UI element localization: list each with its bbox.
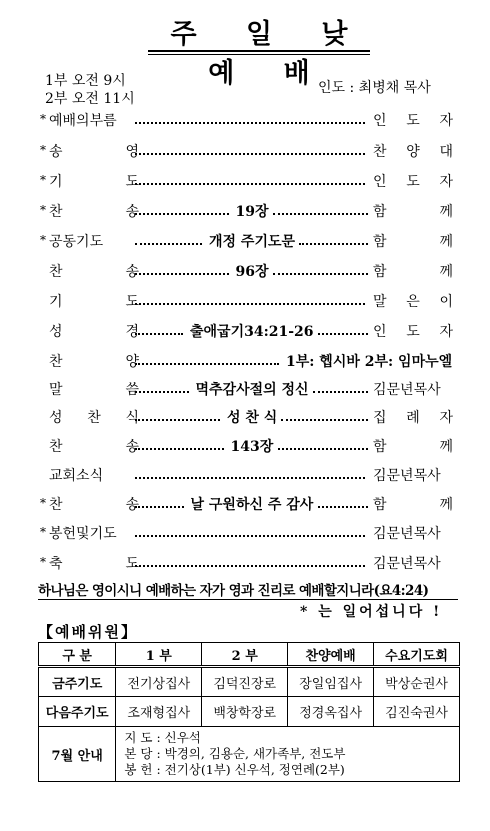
stand-marker: * <box>40 173 46 187</box>
title-underline-thin <box>148 54 370 55</box>
label-glyph: 대 <box>439 144 453 160</box>
order-row <box>40 201 452 221</box>
label-glyph: 자 <box>439 174 453 190</box>
order-row <box>40 523 452 543</box>
section-title: 【예배위원】 <box>38 623 138 641</box>
dot-leader <box>273 201 369 215</box>
order-row <box>40 436 452 456</box>
order-label <box>49 407 139 427</box>
order-responsible: 김문년목사 <box>373 556 441 572</box>
service-time-2: 2부 오전 11시 <box>45 91 135 107</box>
presider: 인도 : 최병채 목사 <box>318 80 431 96</box>
table-cell: 전기상집사 <box>116 667 202 697</box>
label-glyph: 성 <box>49 410 63 426</box>
label-glyph: 께 <box>439 234 453 250</box>
table-cell: 정경옥집사 <box>288 697 374 727</box>
table-cell: 조재형집사 <box>116 697 202 727</box>
label-glyph: 함 <box>373 204 387 220</box>
order-responsible <box>373 201 453 221</box>
order-content: 개정 주기도문 <box>209 234 296 250</box>
label-glyph: 인 <box>373 113 387 129</box>
label-glyph: 말 <box>373 294 387 310</box>
label-glyph: 송 <box>125 497 139 513</box>
dot-leader <box>135 465 365 479</box>
order-label <box>49 141 139 161</box>
dot-leader <box>273 261 369 275</box>
label-glyph: 자 <box>439 410 453 426</box>
order-responsible <box>373 171 453 191</box>
label-glyph: 자 <box>439 113 453 129</box>
order-row <box>40 407 452 427</box>
label-glyph: 찬 <box>49 497 63 513</box>
label-glyph: 송 <box>49 144 63 160</box>
label-glyph: 께 <box>439 439 453 455</box>
label-glyph: 찬 <box>49 204 63 220</box>
order-row <box>40 141 452 161</box>
label-glyph: 인 <box>373 174 387 190</box>
label-glyph: 함 <box>373 439 387 455</box>
notice-row <box>39 727 460 782</box>
stand-note: * 는 일어섭니다 ! <box>300 604 443 620</box>
label-glyph: 께 <box>439 264 453 280</box>
label-glyph: 식 <box>125 410 139 426</box>
label-glyph: 씀 <box>125 382 139 398</box>
order-label <box>49 351 139 371</box>
order-row <box>40 291 452 311</box>
scripture-verse: 하나님은 영이시니 예배하는 자가 영과 진리로 예배할지니라(요4:24) <box>38 583 429 599</box>
dot-leader <box>135 291 365 305</box>
label-glyph: 도 <box>406 113 420 129</box>
notice-line: 지 도 : 신우석 <box>124 730 201 745</box>
dot-leader <box>135 110 365 124</box>
order-row <box>40 110 452 130</box>
label-glyph: 찬 <box>49 439 63 455</box>
label-glyph: 께 <box>439 204 453 220</box>
label-glyph: 찬 <box>373 144 387 160</box>
dot-leader <box>135 201 229 215</box>
label-glyph: 도 <box>406 324 420 340</box>
table-cell: 장일임집사 <box>288 667 374 697</box>
label-glyph: 양 <box>125 354 139 370</box>
service-time-1: 1부 오전 9시 <box>45 73 126 89</box>
order-content: 출애굽기34:21-26 <box>190 324 314 340</box>
order-label <box>49 436 139 456</box>
dot-leader <box>135 261 229 275</box>
label-glyph: 께 <box>439 497 453 513</box>
order-content: 멱추감사절의 정신 <box>195 382 309 398</box>
order-row <box>40 171 452 191</box>
dot-leader <box>135 553 365 567</box>
dot-leader <box>135 321 183 335</box>
label-glyph: 송 <box>125 439 139 455</box>
dot-leader <box>135 231 202 245</box>
dot-leader <box>318 494 369 508</box>
column-header: 찬양예배 <box>288 643 374 667</box>
label-glyph: 함 <box>373 497 387 513</box>
table-row <box>39 697 460 727</box>
label-glyph: 양 <box>406 144 420 160</box>
table-row <box>39 667 460 697</box>
label-glyph: 경 <box>125 324 139 340</box>
label-glyph: 영 <box>125 144 139 160</box>
notice-content <box>116 727 460 782</box>
order-row <box>40 465 452 485</box>
column-header: 1 부 <box>116 643 202 667</box>
order-responsible <box>373 436 453 456</box>
order-content: 143장 <box>230 439 274 455</box>
stand-marker: * <box>40 555 46 569</box>
order-responsible <box>373 231 453 251</box>
stand-marker: * <box>40 143 46 157</box>
table-cell: 박상순권사 <box>374 667 460 697</box>
divider <box>38 599 458 600</box>
order-content: 96장 <box>235 264 269 280</box>
order-row <box>40 261 452 281</box>
dot-leader <box>299 231 368 245</box>
order-row <box>40 494 452 514</box>
label-glyph: 집 <box>373 410 387 426</box>
order-label <box>49 494 139 514</box>
order-label <box>49 553 139 573</box>
table-cell: 김진숙권사 <box>374 697 460 727</box>
dot-leader <box>278 436 369 450</box>
label-glyph: 이 <box>439 294 453 310</box>
table-cell: 김덕진장로 <box>202 667 288 697</box>
column-header: 수요기도회 <box>374 643 460 667</box>
label-glyph: 도 <box>125 174 139 190</box>
page-title: 주 일 낮 예 배 <box>170 19 368 89</box>
row-label: 금주기도 <box>39 667 116 697</box>
order-content: 19장 <box>235 204 269 220</box>
label-glyph: 도 <box>125 294 139 310</box>
label-glyph: 인 <box>373 324 387 340</box>
stand-marker: * <box>40 233 46 247</box>
stand-marker: * <box>40 112 46 126</box>
label-glyph: 함 <box>373 234 387 250</box>
order-responsible: 김문년목사 <box>373 526 441 542</box>
order-responsible: 김문년목사 <box>373 468 441 484</box>
label-glyph: 도 <box>125 556 139 572</box>
label-glyph: 은 <box>406 294 420 310</box>
notice-line: 봉 헌 : 전기상(1부) 신우석, 정연례(2부) <box>124 762 345 777</box>
order-content: 1부: 헵시바 2부: 임마누엘 <box>286 354 453 370</box>
order-label <box>49 201 139 221</box>
label-glyph: 송 <box>125 264 139 280</box>
column-header: 2 부 <box>202 643 288 667</box>
title-underline <box>148 50 370 52</box>
order-responsible <box>373 321 453 341</box>
dot-leader <box>135 141 365 155</box>
order-row <box>40 321 452 341</box>
dot-leader <box>135 436 224 450</box>
table-cell: 백창학장로 <box>202 697 288 727</box>
order-responsible <box>373 291 453 311</box>
label-glyph: 찬 <box>49 354 63 370</box>
order-row <box>40 553 452 573</box>
stand-marker: * <box>40 525 46 539</box>
order-content: 날 구원하신 주 감사 <box>190 497 314 513</box>
order-label: 공동기도 <box>49 234 104 250</box>
order-responsible <box>373 110 453 130</box>
order-label <box>49 261 139 281</box>
label-glyph: 례 <box>406 410 420 426</box>
stand-marker: * <box>40 496 46 510</box>
label-glyph: 기 <box>49 294 63 310</box>
order-content: 성 찬 식 <box>227 410 278 426</box>
order-responsible <box>373 494 453 514</box>
label-glyph: 기 <box>49 174 63 190</box>
row-label: 다음주기도 <box>39 697 116 727</box>
order-responsible: 김문년목사 <box>373 382 441 398</box>
order-row <box>40 231 452 251</box>
notice-label: 7월 안내 <box>39 727 116 782</box>
dot-leader <box>135 523 365 537</box>
label-glyph: 찬 <box>87 410 101 426</box>
label-glyph: 말 <box>49 382 63 398</box>
dot-leader <box>135 351 279 365</box>
dot-leader <box>281 407 368 421</box>
label-glyph: 자 <box>439 324 453 340</box>
order-responsible <box>373 407 453 427</box>
column-header: 구 분 <box>39 643 116 667</box>
dot-leader <box>313 379 369 393</box>
order-responsible <box>373 141 453 161</box>
dot-leader <box>318 321 368 335</box>
order-row <box>40 351 452 371</box>
order-label <box>49 379 139 399</box>
worship-staff-table <box>38 642 460 782</box>
dot-leader <box>135 494 184 508</box>
label-glyph: 찬 <box>49 264 63 280</box>
order-label: 봉헌및기도 <box>49 526 117 542</box>
order-label: 예배의부름 <box>49 113 117 129</box>
dot-leader <box>135 407 220 421</box>
order-label <box>49 171 139 191</box>
label-glyph: 송 <box>125 204 139 220</box>
dot-leader <box>135 379 189 393</box>
order-responsible <box>373 261 453 281</box>
order-label <box>49 291 139 311</box>
label-glyph: 축 <box>49 556 63 572</box>
order-row <box>40 379 452 399</box>
dot-leader <box>135 171 365 185</box>
stand-marker: * <box>40 203 46 217</box>
notice-line: 본 당 : 박경의, 김용순, 새가족부, 전도부 <box>124 746 346 761</box>
label-glyph: 성 <box>49 324 63 340</box>
table-header-row <box>39 643 460 667</box>
label-glyph: 도 <box>406 174 420 190</box>
order-label <box>49 321 139 341</box>
label-glyph: 함 <box>373 264 387 280</box>
order-label: 교회소식 <box>49 468 104 484</box>
